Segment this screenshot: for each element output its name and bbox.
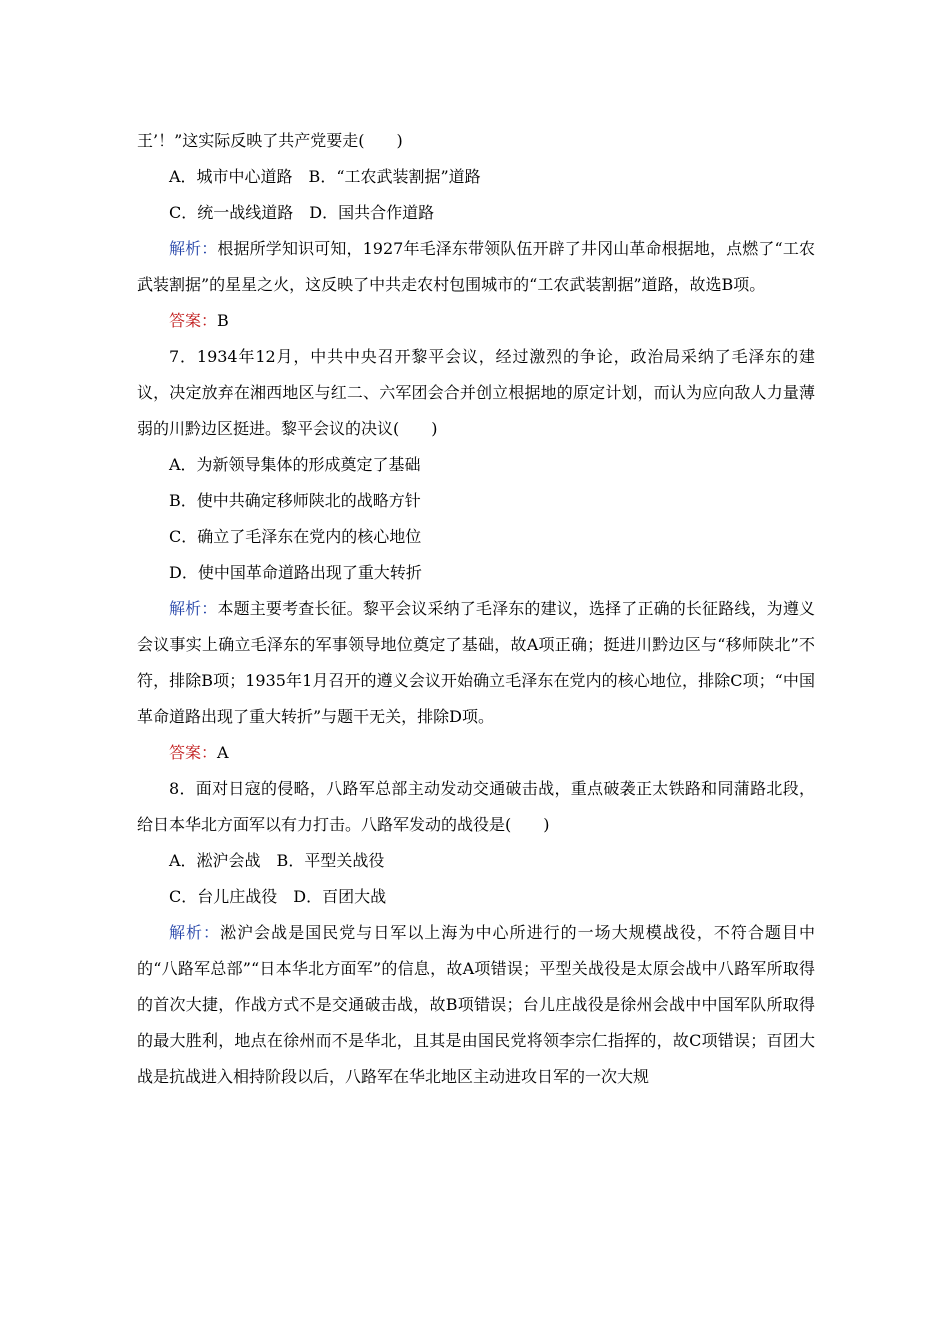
q6-answer-value: B xyxy=(217,311,229,330)
q7-stem: 7．1934年12月，中共中央召开黎平会议，经过激烈的争论，政治局采纳了毛泽东的建议，决定放弃在湘西地区与红二、六军团会合并创立根据地的原定计划，而认为应向敌人力量薄弱的川黔边区挺进。黎平会议的决议( ) xyxy=(137,347,815,438)
q8-analysis xyxy=(137,915,815,1095)
analysis-label: 解析： xyxy=(169,599,218,618)
q7-analysis-text: 本题主要考查长征。黎平会议采纳了毛泽东的建议，选择了正确的长征路线，为遵义会议事实上确立毛泽东的军事领导地位奠定了基础，故A项正确；挺进川黔边区与“移师陕北”不符，排除B项；1935年1月召开的遵义会议开始确立毛泽东在党内的核心地位，排除C项；“中国革命道路出现了重大转折”与题干无关，排除D项。 xyxy=(137,599,815,726)
q7-analysis xyxy=(137,591,815,735)
q6-option-cd: C．统一战线道路 D．国共合作道路 xyxy=(169,203,435,222)
analysis-label: 解析： xyxy=(169,239,218,258)
analysis-label: 解析： xyxy=(169,923,221,942)
q7-option-d: D．使中国革命道路出现了重大转折 xyxy=(169,563,422,582)
document-page xyxy=(137,123,815,1095)
q7-answer xyxy=(137,735,815,771)
q6-option-ab: A．城市中心道路 B．“工农武装割据”道路 xyxy=(169,167,481,186)
q7-answer-value: A xyxy=(217,743,229,762)
q8-option-cd: C．台儿庄战役 D．百团大战 xyxy=(169,887,387,906)
q6-analysis-text: 根据所学知识可知，1927年毛泽东带领队伍开辟了井冈山革命根据地，点燃了“工农武装割据”的星星之火，这反映了中共走农村包围城市的“工农武装割据”道路，故选B项。 xyxy=(137,239,815,294)
q8-analysis-text: 淞沪会战是国民党与日军以上海为中心所进行的一场大规模战役，不符合题目中的“八路军总部”“日本华北方面军”的信息，故A项错误；平型关战役是太原会战中八路军所取得的首次大捷，作战方式不是交通破击战，故B项错误；台儿庄战役是徐州会战中中国军队所取得的最大胜利，地点在徐州而不是华北，且其是由国民党将领李宗仁指挥的，故C项错误；百团大战是抗战进入相持阶段以后，八路军在华北地区主动进攻日军的一次大规 xyxy=(137,923,815,1086)
q7-option-b: B．使中共确定移师陕北的战略方针 xyxy=(169,491,421,510)
q7-option-a: A．为新领导集体的形成奠定了基础 xyxy=(169,455,421,474)
answer-label: 答案： xyxy=(169,743,218,762)
q6-stem-tail: 王’！”这实际反映了共产党要走( ) xyxy=(137,131,403,150)
q6-answer xyxy=(137,303,815,339)
q6-analysis xyxy=(137,231,815,303)
q8-option-ab: A．淞沪会战 B．平型关战役 xyxy=(169,851,385,870)
answer-label: 答案： xyxy=(169,311,218,330)
q8-stem: 8．面对日寇的侵略，八路军总部主动发动交通破击战，重点破袭正太铁路和同蒲路北段，给日本华北方面军以有力打击。八路军发动的战役是( ) xyxy=(137,779,815,834)
q7-option-c: C．确立了毛泽东在党内的核心地位 xyxy=(169,527,422,546)
